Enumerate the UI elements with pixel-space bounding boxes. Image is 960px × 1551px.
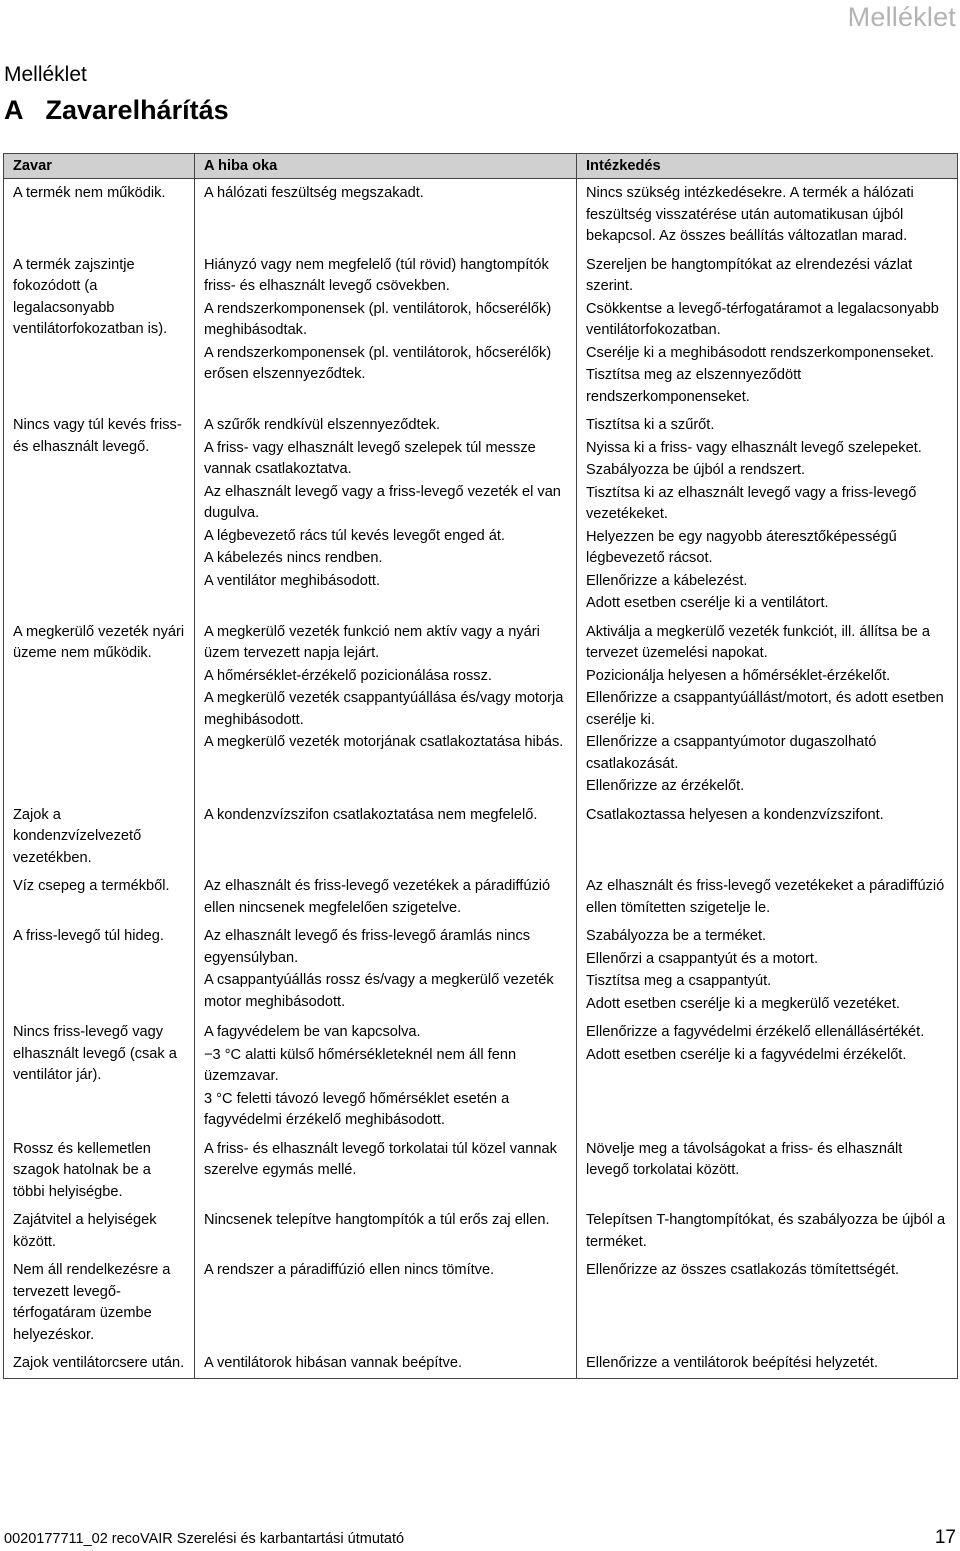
cell-intezkedes — [577, 922, 958, 1018]
table-header-row — [4, 154, 958, 179]
column-header-intezkedes: Intézkedés — [577, 154, 958, 179]
cell-hiba-oka — [195, 1135, 577, 1207]
cell-line: Tisztítsa ki a szűrőt. — [586, 417, 715, 433]
cell-hiba-oka — [195, 411, 577, 618]
cell-line: −3 °C alatti külső hőmérsékleteknél nem áll fenn üzemzavar. — [204, 1046, 517, 1084]
cell-line: Az elhasznált levegő vagy a friss-levegő vezeték el van dugulva. — [204, 483, 561, 521]
cell-line: Csökkentse a levegő-térfogatáramot a legalacsonyabb ventilátorfokozatban. — [586, 300, 939, 338]
cell-line: Szabályozza be a terméket. — [586, 928, 767, 944]
cell-zavar — [4, 618, 195, 801]
cell-hiba-oka — [195, 179, 577, 251]
table-body — [4, 179, 958, 1379]
cell-intezkedes — [577, 1349, 958, 1378]
cell-line: Tisztítsa ki az elhasznált levegő vagy a friss-levegő vezetékeket. — [586, 484, 917, 522]
cell-hiba-oka — [195, 618, 577, 801]
cell-zavar — [4, 251, 195, 412]
chapter-title-text: Zavarelhárítás — [45, 95, 229, 125]
section-label: Melléklet — [4, 63, 87, 86]
troubleshooting-table — [3, 153, 958, 1379]
cell-zavar — [4, 1206, 195, 1256]
cell-zavar — [4, 801, 195, 873]
cell-line: Ellenőrizze a fagyvédelmi érzékelő ellenállásértékét. — [586, 1024, 925, 1040]
cell-line: A ventilátor meghibásodott. — [204, 572, 381, 589]
cell-line: A hálózati feszültség megszakadt. — [204, 185, 424, 201]
cell-line: A kondenzvízszifon csatlakoztatása nem megfelelő. — [204, 806, 538, 823]
cell-hiba-oka — [195, 922, 577, 1018]
cell-line: Az elhasznált levegő és friss-levegő áramlás nincs egyensúlyban. — [204, 928, 531, 966]
cell-line: Ellenőrzi a csappantyút és a motort. — [586, 950, 818, 967]
cell-line: Tisztítsa meg a csappantyút. — [586, 973, 772, 989]
cell-zavar — [4, 872, 195, 922]
cell-line: Nincs szükség intézkedésekre. A termék a hálózati feszültség visszatérése után automatikusan újból bekapcsol. Az összes beállítás változatlan marad. — [586, 185, 914, 244]
table-row — [4, 1206, 958, 1256]
cell-line: Nincs friss-levegő vagy elhasznált levegő (csak a ventilátor jár). — [13, 1024, 177, 1083]
column-header-zavar: Zavar — [4, 154, 195, 179]
cell-line: A megkerülő vezeték nyári üzeme nem működik. — [13, 623, 185, 661]
cell-line: A légbevezető rács túl kevés levegőt enged át. — [204, 527, 505, 544]
cell-intezkedes — [577, 801, 958, 873]
cell-line: Rossz és kellemetlen szagok hatolnak be a többi helyiségbe. — [13, 1140, 151, 1200]
cell-zavar — [4, 1349, 195, 1378]
cell-hiba-oka — [195, 872, 577, 922]
table-row — [4, 411, 958, 618]
cell-line: Adott esetben cserélje ki a fagyvédelmi érzékelőt. — [586, 1046, 907, 1063]
table-row — [4, 872, 958, 922]
page-number: 17 — [934, 1527, 956, 1548]
cell-line: Aktiválja a megkerülő vezeték funkciót, ill. állítsa be a tervezet üzemelési napokat. — [586, 623, 930, 661]
cell-intezkedes — [577, 1206, 958, 1256]
cell-line: Helyezzen be egy nagyobb áteresztőképességű légbevezető rácsot. — [586, 528, 897, 566]
cell-line: A csappantyúállás rossz és/vagy a megkerülő vezeték motor meghibásodott. — [204, 972, 554, 1010]
cell-zavar — [4, 411, 195, 618]
cell-line: Hiányzó vagy nem megfelelő (túl rövid) hangtompítók friss- és elhasznált levegő csövekben. — [204, 256, 549, 294]
cell-hiba-oka — [195, 1349, 577, 1378]
cell-intezkedes — [577, 1135, 958, 1207]
cell-zavar — [4, 179, 195, 251]
cell-intezkedes — [577, 618, 958, 801]
cell-intezkedes — [577, 1018, 958, 1135]
cell-line: A friss- és elhasznált levegő torkolatai túl közel vannak szerelve egymás mellé. — [204, 1140, 557, 1178]
cell-line: A termék nem működik. — [13, 185, 166, 201]
cell-line: A termék zajszintje fokozódott (a legalacsonyabb ventilátorfokozatban is). — [13, 256, 168, 337]
table-row — [4, 801, 958, 873]
cell-intezkedes — [577, 251, 958, 412]
footer-doc-ref: 0020177711_02 recoVAIR Szerelési és karbantartási útmutató — [4, 1531, 405, 1547]
cell-intezkedes — [577, 1256, 958, 1349]
cell-line: Cserélje ki a meghibásodott rendszerkomponenseket. — [586, 344, 935, 361]
cell-zavar — [4, 922, 195, 1018]
cell-line: Ellenőrizze a csappantyúállást/motort, és adott esetben cserélje ki. — [586, 690, 944, 728]
table-row — [4, 1256, 958, 1349]
cell-line: Szabályozza be újból a rendszert. — [586, 462, 806, 478]
cell-line: Adott esetben cserélje ki a ventilátort. — [586, 595, 829, 611]
cell-hiba-oka — [195, 1018, 577, 1135]
cell-line: A megkerülő vezeték funkció nem aktív vagy a nyári üzem tervezett napja lejárt. — [204, 623, 540, 661]
cell-line: Ellenőrizze a kábelezést. — [586, 572, 748, 589]
cell-line: Telepítsen T-hangtompítókat, és szabályozza be újból a terméket. — [586, 1212, 946, 1250]
cell-line: Adott esetben cserélje ki a megkerülő vezetéket. — [586, 995, 900, 1012]
cell-line: Az elhasznált és friss-levegő vezetékek a páradiffúzió ellen nincsenek megfelelően szigetelve. — [204, 878, 551, 916]
cell-line: A rendszer a páradiffúzió ellen nincs tömítve. — [204, 1262, 495, 1278]
column-header-hiba-oka: A hiba oka — [195, 154, 577, 179]
table-row — [4, 1135, 958, 1207]
chapter-letter: A — [4, 95, 24, 125]
cell-line: A szűrők rendkívül elszennyeződtek. — [204, 417, 441, 433]
cell-line: A kábelezés nincs rendben. — [204, 550, 383, 566]
cell-line: A friss-levegő túl hideg. — [13, 928, 164, 944]
table-row — [4, 1018, 958, 1135]
cell-line: Víz csepeg a termékből. — [13, 878, 170, 894]
table-row — [4, 179, 958, 251]
cell-line: Csatlakoztassa helyesen a kondenzvízszifont. — [586, 806, 884, 823]
cell-line: Ellenőrizze a ventilátorok beépítési helyzetét. — [586, 1355, 879, 1371]
cell-line: Nincs vagy túl kevés friss- és elhasznált levegő. — [13, 417, 182, 455]
cell-line: Szereljen be hangtompítókat az elrendezési vázlat szerint. — [586, 256, 913, 294]
cell-line: Pozicionálja helyesen a hőmérséklet-érzékelőt. — [586, 667, 891, 684]
cell-intezkedes — [577, 872, 958, 922]
cell-line: Növelje meg a távolságokat a friss- és elhasznált levegő torkolatai között. — [586, 1140, 903, 1178]
table-row — [4, 251, 958, 412]
cell-hiba-oka — [195, 1206, 577, 1256]
cell-line: 3 °C feletti távozó levegő hőmérséklet esetén a fagyvédelmi érzékelő meghibásodott. — [204, 1090, 510, 1128]
chapter-title — [4, 95, 229, 126]
cell-line: Az elhasznált és friss-levegő vezetékeket a páradiffúzió ellen tömítetten szigetelje le. — [586, 878, 945, 916]
cell-line: A rendszerkomponensek (pl. ventilátorok, hőcserélők) erősen elszennyeződtek. — [204, 344, 552, 382]
cell-line: A hőmérséklet-érzékelő pozicionálása rossz. — [204, 667, 492, 684]
cell-line: Zajok ventilátorcsere után. — [13, 1355, 185, 1371]
cell-line: Ellenőrizze az összes csatlakozás tömítettségét. — [586, 1262, 900, 1278]
table-row — [4, 618, 958, 801]
cell-line: Ellenőrizze a csappantyúmotor dugaszolható csatlakozását. — [586, 734, 877, 772]
cell-intezkedes — [577, 411, 958, 618]
cell-line: Zajátvitel a helyiségek között. — [13, 1212, 157, 1250]
cell-line: Nincsenek telepítve hangtompítók a túl erős zaj ellen. — [204, 1212, 550, 1228]
cell-line: Ellenőrizze az érzékelőt. — [586, 778, 745, 794]
cell-zavar — [4, 1018, 195, 1135]
cell-hiba-oka — [195, 1256, 577, 1349]
cell-line: Tisztítsa meg az elszennyeződött rendszerkomponenseket. — [586, 367, 802, 405]
cell-line: A megkerülő vezeték motorjának csatlakoztatása hibás. — [204, 734, 564, 750]
cell-line: A ventilátorok hibásan vannak beépítve. — [204, 1355, 462, 1371]
cell-hiba-oka — [195, 801, 577, 873]
table-row — [4, 922, 958, 1018]
cell-line: A fagyvédelem be van kapcsolva. — [204, 1024, 421, 1040]
cell-zavar — [4, 1256, 195, 1349]
cell-line: A friss- vagy elhasznált levegő szelepek túl messze vannak csatlakoztatva. — [204, 439, 536, 477]
cell-hiba-oka — [195, 251, 577, 412]
cell-intezkedes — [577, 179, 958, 251]
cell-line: A rendszerkomponensek (pl. ventilátorok, hőcserélők) meghibásodtak. — [204, 300, 552, 338]
cell-line: Zajok a kondenzvízelvezető vezetékben. — [13, 806, 142, 866]
cell-zavar — [4, 1135, 195, 1207]
cell-line: Nyissa ki a friss- vagy elhasznált levegő szelepeket. — [586, 439, 922, 456]
cell-line: A megkerülő vezeték csappantyúállása és/vagy motorja meghibásodott. — [204, 690, 564, 728]
table-row — [4, 1349, 958, 1378]
cell-line: Nem áll rendelkezésre a tervezett levegő-térfogatáram üzembe helyezéskor. — [13, 1262, 171, 1343]
running-head-title: Melléklet — [847, 2, 956, 32]
